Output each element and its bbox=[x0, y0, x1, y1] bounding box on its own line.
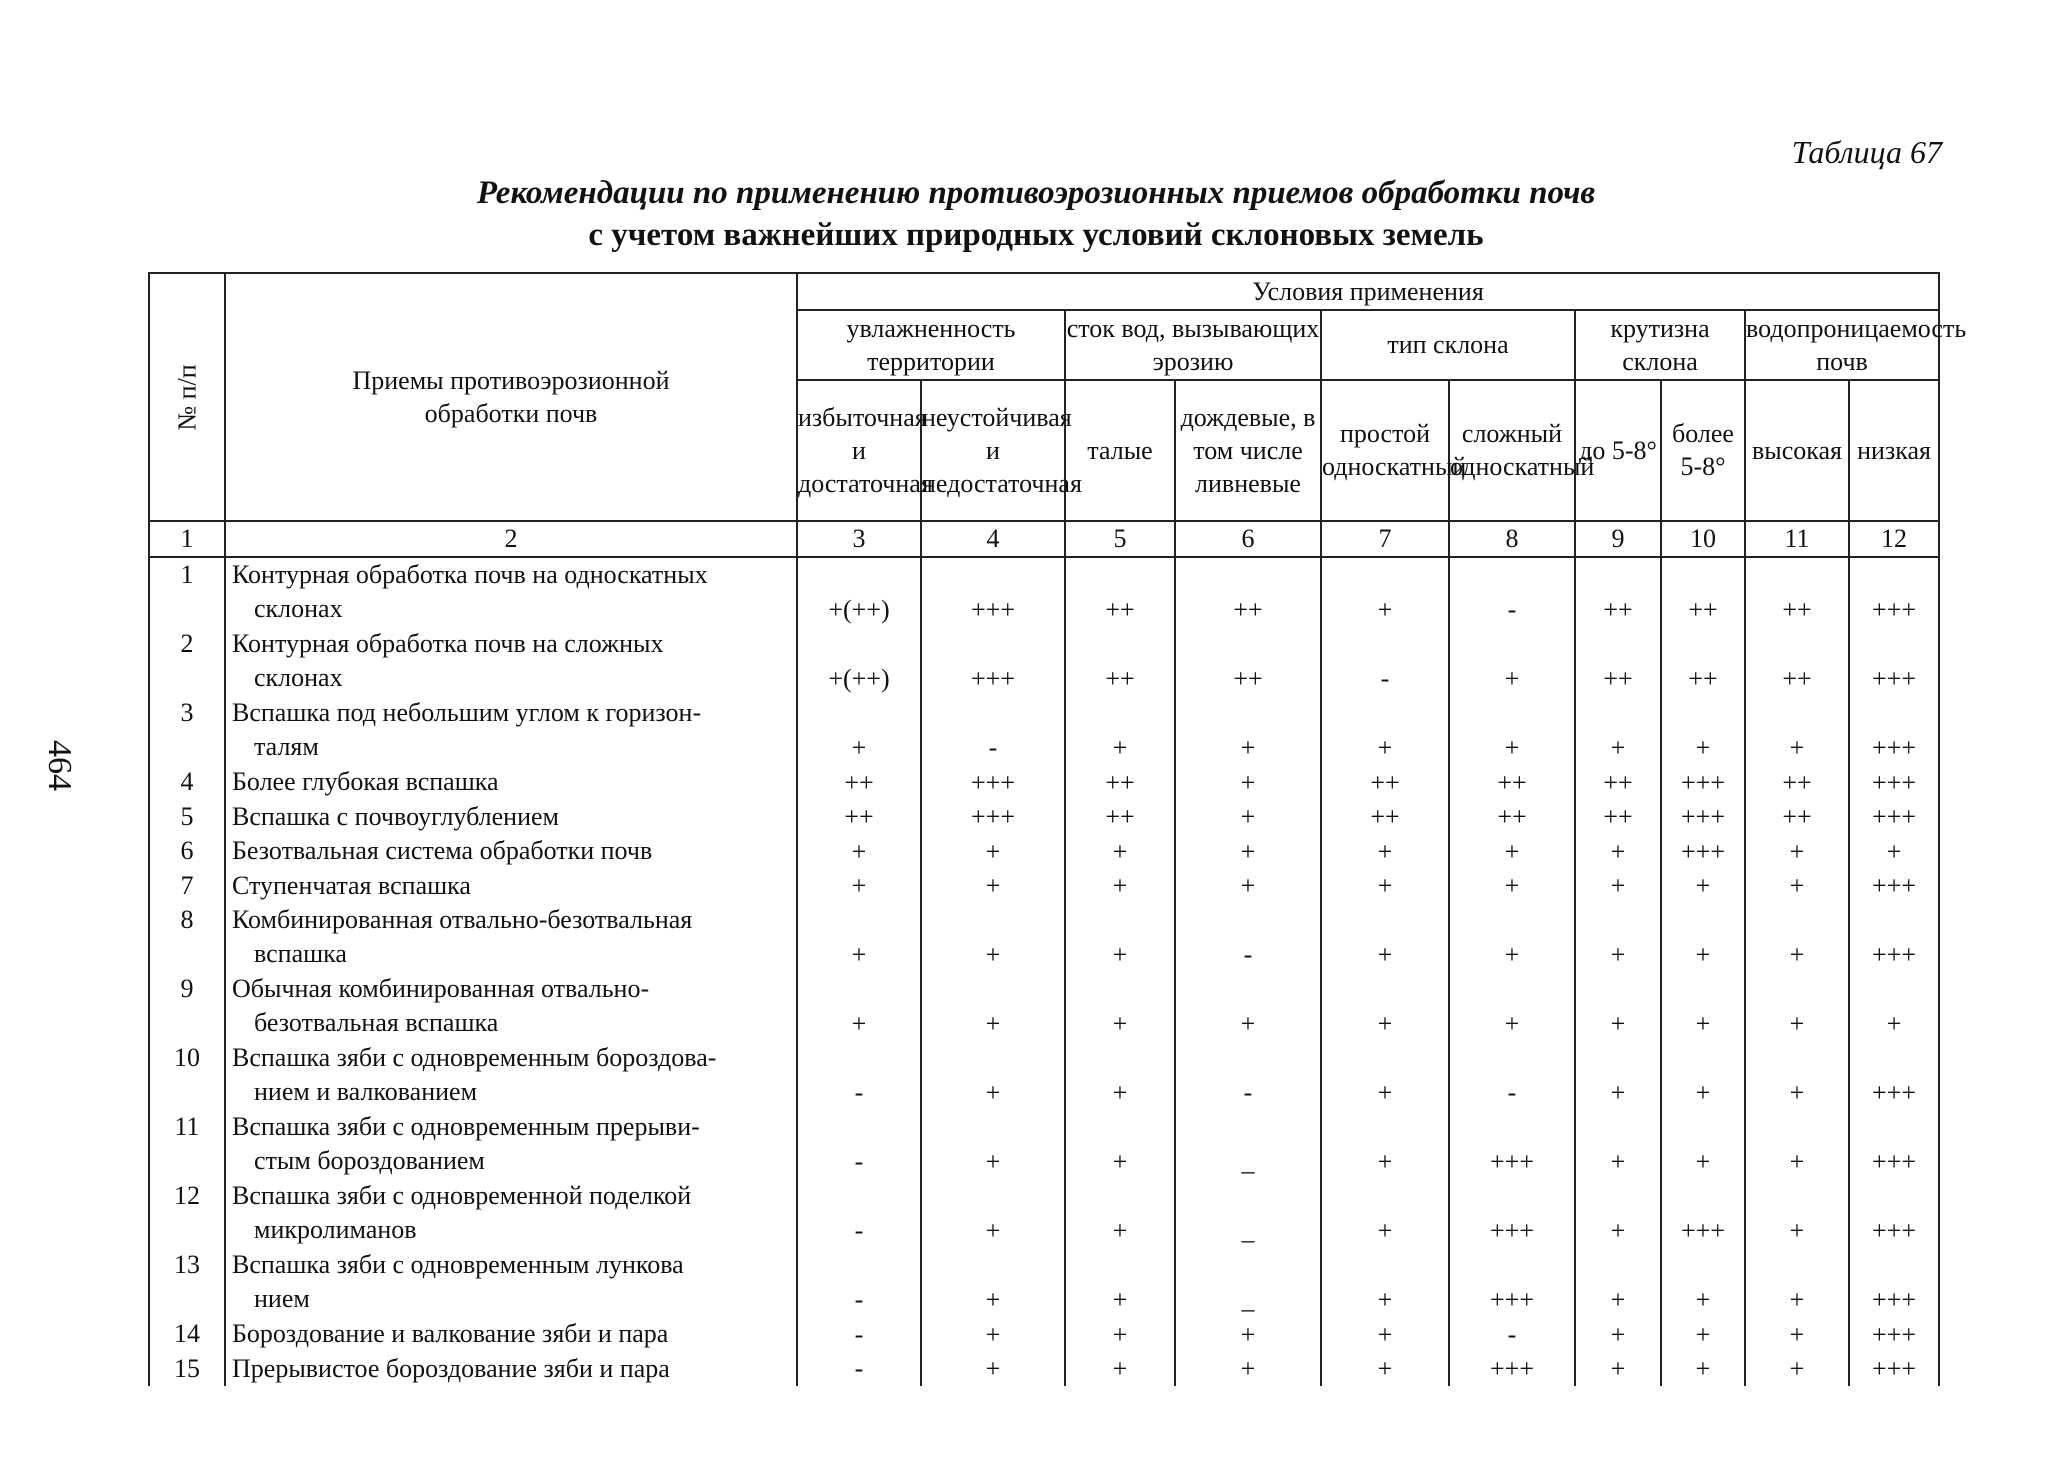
rating-cell: + bbox=[1575, 1041, 1661, 1110]
rating-cell: - bbox=[1321, 627, 1449, 696]
rating-cell: + bbox=[921, 1248, 1065, 1317]
method-line-1: Контурная обработка почв на сложных bbox=[232, 629, 664, 658]
method-name bbox=[225, 1352, 797, 1387]
row-number: 14 bbox=[149, 1317, 225, 1352]
column-number: 9 bbox=[1575, 521, 1661, 557]
column-number: 7 bbox=[1321, 521, 1449, 557]
rating-cell: + bbox=[1175, 972, 1321, 1041]
rating-cell: +(++) bbox=[797, 557, 921, 627]
rating-cell: + bbox=[1065, 972, 1175, 1041]
row-number: 4 bbox=[149, 765, 225, 800]
rating-cell: +++ bbox=[1849, 1041, 1939, 1110]
table-row bbox=[149, 903, 1939, 972]
rating-cell: + bbox=[1065, 834, 1175, 869]
row-number: 7 bbox=[149, 869, 225, 904]
rating-cell: - bbox=[921, 696, 1065, 765]
rating-cell: +++ bbox=[1849, 1352, 1939, 1387]
rating-cell: + bbox=[1849, 972, 1939, 1041]
rating-cell: + bbox=[1175, 1352, 1321, 1387]
rating-cell: + bbox=[1661, 1317, 1745, 1352]
rating-cell: + bbox=[1745, 1041, 1849, 1110]
column-number: 8 bbox=[1449, 521, 1575, 557]
method-name bbox=[225, 765, 797, 800]
rating-cell: +++ bbox=[1849, 1110, 1939, 1179]
rating-cell: + bbox=[1745, 1352, 1849, 1387]
rating-cell: + bbox=[1449, 627, 1575, 696]
rating-cell: + bbox=[921, 1041, 1065, 1110]
rating-cell: +++ bbox=[921, 627, 1065, 696]
row-number: 13 bbox=[149, 1248, 225, 1317]
method-line-1: Ступенчатая вспашка bbox=[232, 870, 471, 900]
sub-header: до 5-8° bbox=[1575, 380, 1661, 521]
column-number: 3 bbox=[797, 521, 921, 557]
rating-cell: + bbox=[1449, 834, 1575, 869]
sub-header: простой односкатный bbox=[1321, 380, 1449, 521]
rating-cell: ++ bbox=[1575, 800, 1661, 835]
table-row bbox=[149, 627, 1939, 696]
rating-cell: +++ bbox=[1849, 627, 1939, 696]
rating-cell: +(++) bbox=[797, 627, 921, 696]
column-number: 6 bbox=[1175, 521, 1321, 557]
row-number: 2 bbox=[149, 627, 225, 696]
rating-cell: ++ bbox=[1575, 557, 1661, 627]
rating-cell: + bbox=[1065, 1248, 1175, 1317]
rating-cell: + bbox=[1575, 1110, 1661, 1179]
rating-cell: - bbox=[797, 1317, 921, 1352]
title-line-1: Рекомендации по применению противоэрозионных приемов обработки почв bbox=[476, 175, 1596, 211]
rating-cell: + bbox=[1065, 1179, 1175, 1248]
method-line-1: Вспашка зяби с одновременным лункова bbox=[232, 1250, 684, 1279]
rating-cell: + bbox=[1175, 800, 1321, 835]
rating-cell: +++ bbox=[1849, 557, 1939, 627]
rating-cell: + bbox=[797, 869, 921, 904]
row-number: 3 bbox=[149, 696, 225, 765]
rating-cell: ++ bbox=[1575, 765, 1661, 800]
rating-cell: - bbox=[1449, 1041, 1575, 1110]
rating-cell: +++ bbox=[1661, 800, 1745, 835]
column-number: 2 bbox=[225, 521, 797, 557]
rating-cell: + bbox=[921, 869, 1065, 904]
column-number: 4 bbox=[921, 521, 1065, 557]
rating-cell: + bbox=[1449, 869, 1575, 904]
method-line-1: Вспашка зяби с одновременной поделкой bbox=[232, 1181, 692, 1210]
rating-cell: + bbox=[1175, 765, 1321, 800]
table-row bbox=[149, 834, 1939, 869]
rating-cell: + bbox=[1321, 834, 1449, 869]
sub-header: избыточная и достаточная bbox=[797, 380, 921, 521]
rating-cell: + bbox=[1661, 696, 1745, 765]
rating-cell: + bbox=[1661, 903, 1745, 972]
rating-cell: + bbox=[797, 696, 921, 765]
method-line-1: Контурная обработка почв на односкатных bbox=[232, 560, 708, 589]
rating-cell: + bbox=[1575, 972, 1661, 1041]
rating-cell: + bbox=[1449, 903, 1575, 972]
rating-cell: - bbox=[797, 1041, 921, 1110]
rating-cell: + bbox=[1321, 1352, 1449, 1387]
method-name bbox=[225, 834, 797, 869]
table-label: Таблица 67 bbox=[1791, 134, 1942, 170]
rating-cell: ++ bbox=[1065, 557, 1175, 627]
rating-cell: ++ bbox=[1661, 557, 1745, 627]
method-line-1: Бороздование и валкование зяби и пара bbox=[232, 1319, 669, 1348]
rating-cell: + bbox=[1661, 1248, 1745, 1317]
method-line-2: стым бороздованием bbox=[254, 1146, 485, 1175]
sub-header: низкая bbox=[1849, 380, 1939, 521]
method-line-2: склонах bbox=[254, 594, 343, 623]
rating-cell: + bbox=[921, 1179, 1065, 1248]
rating-cell: + bbox=[1321, 1110, 1449, 1179]
method-line-2: вспашка bbox=[254, 939, 347, 968]
rating-cell: +++ bbox=[1661, 834, 1745, 869]
rating-cell: + bbox=[921, 903, 1065, 972]
method-line-2: безотвальная вспашка bbox=[254, 1008, 499, 1037]
rating-cell: + bbox=[1849, 834, 1939, 869]
rating-cell: +++ bbox=[1849, 765, 1939, 800]
method-name bbox=[225, 972, 797, 1041]
rating-cell: ++ bbox=[1745, 765, 1849, 800]
method-line-1: Комбинированная отвально-безотвальная bbox=[232, 905, 693, 934]
rating-cell: + bbox=[1321, 903, 1449, 972]
rating-cell: + bbox=[797, 834, 921, 869]
table-row bbox=[149, 1352, 1939, 1387]
rating-cell: + bbox=[1661, 869, 1745, 904]
rating-cell: +++ bbox=[1661, 1179, 1745, 1248]
method-name bbox=[225, 627, 797, 696]
method-line-1: Прерывистое бороздование зяби и пара bbox=[232, 1353, 670, 1383]
row-number: 10 bbox=[149, 1041, 225, 1110]
table-row bbox=[149, 1110, 1939, 1179]
rating-cell: - bbox=[797, 1179, 921, 1248]
rating-cell: +++ bbox=[921, 765, 1065, 800]
rating-cell: + bbox=[797, 972, 921, 1041]
row-number: 6 bbox=[149, 834, 225, 869]
rating-cell: + bbox=[1661, 1352, 1745, 1387]
rating-cell: ++ bbox=[1065, 765, 1175, 800]
rating-cell: ++ bbox=[1175, 557, 1321, 627]
rating-cell: _ bbox=[1175, 1110, 1321, 1179]
method-name bbox=[225, 903, 797, 972]
rating-cell: + bbox=[1575, 869, 1661, 904]
rating-cell: +++ bbox=[921, 800, 1065, 835]
method-name bbox=[225, 696, 797, 765]
method-line-2: микролиманов bbox=[254, 1215, 417, 1244]
rating-cell: +++ bbox=[921, 557, 1065, 627]
table-row bbox=[149, 1317, 1939, 1352]
rating-cell: + bbox=[1745, 972, 1849, 1041]
rating-cell: + bbox=[1065, 903, 1175, 972]
row-number: 1 bbox=[149, 557, 225, 627]
method-line-2: нием bbox=[254, 1284, 310, 1313]
page-number: 464 bbox=[41, 740, 78, 791]
sub-header: высокая bbox=[1745, 380, 1849, 521]
rating-cell: ++ bbox=[797, 765, 921, 800]
rating-cell: + bbox=[921, 1110, 1065, 1179]
header-method: Приемы противоэрозионной обработки почв bbox=[225, 273, 797, 521]
rating-cell: ++ bbox=[1175, 627, 1321, 696]
rating-cell: + bbox=[1321, 1041, 1449, 1110]
rating-cell: +++ bbox=[1849, 1317, 1939, 1352]
rating-cell: + bbox=[1321, 557, 1449, 627]
table-row bbox=[149, 765, 1939, 800]
method-line-1: Безотвальная система обработки почв bbox=[232, 836, 653, 865]
recommendations-table bbox=[148, 272, 1967, 1386]
group-steepness: крутизна склона bbox=[1575, 310, 1745, 380]
sub-header: дождевые, в том числе ливневые bbox=[1175, 380, 1321, 521]
table-row bbox=[149, 1179, 1939, 1248]
rating-cell: + bbox=[1661, 1110, 1745, 1179]
table-row bbox=[149, 557, 1939, 627]
table-body bbox=[149, 557, 1939, 1386]
sub-header: сложный односкатный bbox=[1449, 380, 1575, 521]
rating-cell: ++ bbox=[1745, 557, 1849, 627]
header-num: № п/п bbox=[149, 273, 225, 521]
rating-cell: + bbox=[1321, 1179, 1449, 1248]
rating-cell: - bbox=[1449, 1317, 1575, 1352]
group-moisture: увлажненность территории bbox=[797, 310, 1065, 380]
rating-cell: + bbox=[1321, 1317, 1449, 1352]
rating-cell: ++ bbox=[1449, 800, 1575, 835]
rating-cell: + bbox=[1745, 1179, 1849, 1248]
table-row bbox=[149, 696, 1939, 765]
rating-cell: + bbox=[1745, 834, 1849, 869]
rating-cell: +++ bbox=[1849, 903, 1939, 972]
rating-cell: + bbox=[1745, 1317, 1849, 1352]
sub-header: более 5-8° bbox=[1661, 380, 1745, 521]
rating-cell: + bbox=[1065, 1041, 1175, 1110]
row-number: 5 bbox=[149, 800, 225, 835]
rating-cell: + bbox=[1321, 696, 1449, 765]
sub-header: талые bbox=[1065, 380, 1175, 521]
rating-cell: ++ bbox=[1449, 765, 1575, 800]
rating-cell: +++ bbox=[1661, 765, 1745, 800]
column-number: 12 bbox=[1849, 521, 1939, 557]
rating-cell: + bbox=[1321, 1248, 1449, 1317]
row-number: 15 bbox=[149, 1352, 225, 1387]
rating-cell: +++ bbox=[1849, 1248, 1939, 1317]
rating-cell: ++ bbox=[1661, 627, 1745, 696]
method-name bbox=[225, 1317, 797, 1352]
rating-cell: +++ bbox=[1449, 1179, 1575, 1248]
rating-cell: + bbox=[1575, 903, 1661, 972]
header-conditions: Условия применения bbox=[797, 273, 1939, 310]
rating-cell: - bbox=[797, 1110, 921, 1179]
rating-cell: - bbox=[1175, 903, 1321, 972]
method-line-1: Обычная комбинированная отвально- bbox=[232, 974, 650, 1003]
rating-cell: + bbox=[1065, 1110, 1175, 1179]
rating-cell: + bbox=[1175, 869, 1321, 904]
row-number: 12 bbox=[149, 1179, 225, 1248]
rating-cell: - bbox=[797, 1248, 921, 1317]
rating-cell: + bbox=[921, 1317, 1065, 1352]
rating-cell: ++ bbox=[1065, 800, 1175, 835]
method-line-1: Вспашка под небольшим углом к горизон- bbox=[232, 698, 702, 727]
rating-cell: + bbox=[1175, 1317, 1321, 1352]
rating-cell: + bbox=[1575, 834, 1661, 869]
rating-cell: ++ bbox=[797, 800, 921, 835]
method-line-1: Более глубокая вспашка bbox=[232, 767, 499, 796]
rating-cell: + bbox=[1575, 1352, 1661, 1387]
table-row bbox=[149, 1248, 1939, 1317]
rating-cell: + bbox=[1745, 1248, 1849, 1317]
rating-cell: +++ bbox=[1849, 869, 1939, 904]
rating-cell: + bbox=[1745, 903, 1849, 972]
table-row bbox=[149, 800, 1939, 835]
method-line-1: Вспашка зяби с одновременным прерыви- bbox=[232, 1112, 700, 1141]
method-line-2: нием и валкованием bbox=[254, 1077, 478, 1106]
rating-cell: + bbox=[1745, 1110, 1849, 1179]
rating-cell: + bbox=[921, 972, 1065, 1041]
title-line-2: с учетом важнейших природных условий склоновых земель bbox=[588, 217, 1484, 253]
rating-cell: +++ bbox=[1449, 1248, 1575, 1317]
rating-cell: +++ bbox=[1849, 696, 1939, 765]
rating-cell: + bbox=[797, 903, 921, 972]
method-line-2: талям bbox=[254, 732, 319, 761]
rating-cell: + bbox=[1661, 972, 1745, 1041]
group-runoff: сток вод, вызывающих эрозию bbox=[1065, 310, 1321, 380]
rating-cell: - bbox=[1175, 1041, 1321, 1110]
method-name bbox=[225, 1179, 797, 1248]
rating-cell: + bbox=[1065, 696, 1175, 765]
rating-cell: _ bbox=[1175, 1179, 1321, 1248]
rating-cell: + bbox=[1745, 696, 1849, 765]
rating-cell: +++ bbox=[1849, 1179, 1939, 1248]
rating-cell: ++ bbox=[1745, 800, 1849, 835]
rating-cell: + bbox=[921, 834, 1065, 869]
table-title bbox=[0, 172, 2072, 256]
rating-cell: _ bbox=[1175, 1248, 1321, 1317]
rating-cell: + bbox=[1575, 1179, 1661, 1248]
column-number: 1 bbox=[149, 521, 225, 557]
rating-cell: +++ bbox=[1449, 1110, 1575, 1179]
method-name bbox=[225, 800, 797, 835]
rating-cell: + bbox=[1321, 869, 1449, 904]
rating-cell: - bbox=[797, 1352, 921, 1387]
rating-cell: - bbox=[1449, 557, 1575, 627]
table-row bbox=[149, 869, 1939, 904]
group-slope-type: тип склона bbox=[1321, 310, 1575, 380]
method-name bbox=[225, 1248, 797, 1317]
column-number: 11 bbox=[1745, 521, 1849, 557]
row-number: 11 bbox=[149, 1110, 225, 1179]
table-row bbox=[149, 1041, 1939, 1110]
rating-cell: + bbox=[1065, 1352, 1175, 1387]
rating-cell: + bbox=[1661, 1041, 1745, 1110]
method-name bbox=[225, 869, 797, 904]
rating-cell: + bbox=[1449, 972, 1575, 1041]
rating-cell: + bbox=[1745, 869, 1849, 904]
column-number: 5 bbox=[1065, 521, 1175, 557]
method-line-2: склонах bbox=[254, 663, 343, 692]
rating-cell: ++ bbox=[1321, 800, 1449, 835]
method-name bbox=[225, 1041, 797, 1110]
rating-cell: +++ bbox=[1449, 1352, 1575, 1387]
rating-cell: ++ bbox=[1745, 627, 1849, 696]
rating-cell: ++ bbox=[1065, 627, 1175, 696]
rating-cell: + bbox=[1449, 696, 1575, 765]
rating-cell: + bbox=[1065, 869, 1175, 904]
rating-cell: + bbox=[1575, 1317, 1661, 1352]
column-number: 10 bbox=[1661, 521, 1745, 557]
rating-cell: ++ bbox=[1575, 627, 1661, 696]
rating-cell: + bbox=[1175, 696, 1321, 765]
row-number: 8 bbox=[149, 903, 225, 972]
method-line-1: Вспашка с почвоуглублением bbox=[232, 801, 559, 831]
method-name bbox=[225, 557, 797, 627]
rating-cell: + bbox=[1575, 1248, 1661, 1317]
method-line-1: Вспашка зяби с одновременным бороздова- bbox=[232, 1043, 717, 1072]
rating-cell: + bbox=[1321, 972, 1449, 1041]
row-number: 9 bbox=[149, 972, 225, 1041]
table-row bbox=[149, 972, 1939, 1041]
rating-cell: + bbox=[1175, 834, 1321, 869]
sub-header: неустойчивая и недостаточная bbox=[921, 380, 1065, 521]
rating-cell: + bbox=[1065, 1317, 1175, 1352]
rating-cell: + bbox=[921, 1352, 1065, 1387]
method-name bbox=[225, 1110, 797, 1179]
rating-cell: +++ bbox=[1849, 800, 1939, 835]
rating-cell: ++ bbox=[1321, 765, 1449, 800]
group-permeability: водопроницаемость почв bbox=[1745, 310, 1939, 380]
rating-cell: + bbox=[1575, 696, 1661, 765]
